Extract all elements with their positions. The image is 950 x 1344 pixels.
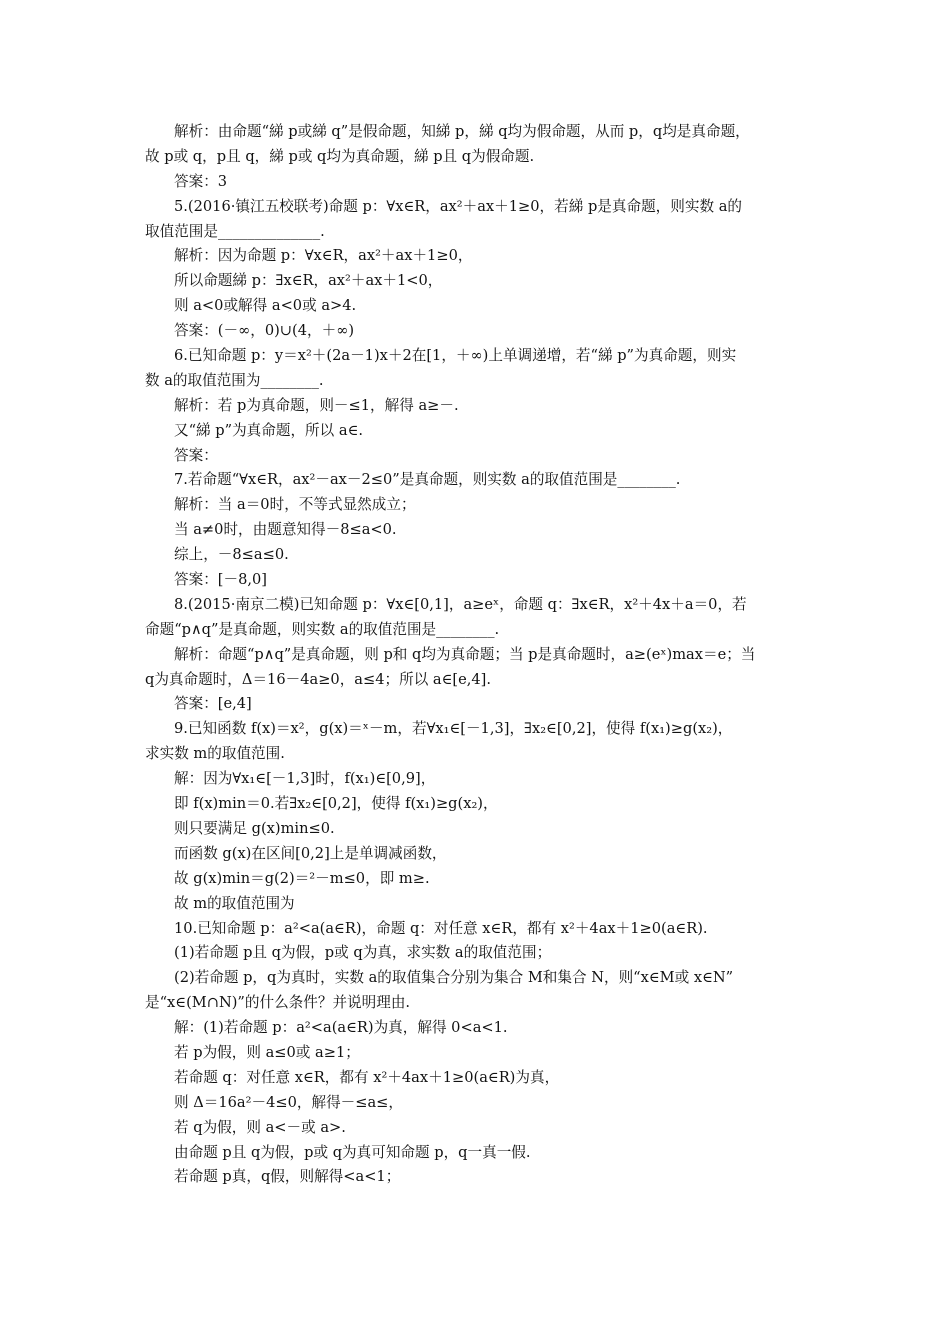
document-body [145, 120, 813, 1190]
text-line: 则 a<0或解得 a<0或 a>4. [174, 297, 357, 315]
text-line: 解：(1)若命题 p：a²<a(a∈R)为真，解得 0<a<1. [174, 1019, 508, 1037]
text-line: 10.已知命题 p：a²<a(a∈R)，命题 q：对任意 x∈R，都有 x²＋4ax＋1≥0(a∈R). [174, 919, 708, 937]
text-line: 故 g(x)min＝g(2)＝²－m≤0，即 m≥. [174, 869, 430, 887]
text-line: 综上，－8≤a≤0. [174, 546, 289, 564]
text-line: 答案：(－∞，0)∪(4，＋∞) [174, 322, 355, 340]
text-line: 所以命题綈 p：∃x∈R，ax²＋ax＋1<0， [174, 272, 443, 290]
text-line: 命题“p∧q”是真命题，则实数 a的取值范围是________. [145, 620, 500, 638]
text-line: 当 a≠0时，由题意知得－8≤a<0. [174, 521, 397, 539]
text-line: 求实数 m的取值范围. [145, 745, 285, 763]
text-line: 9.已知函数 f(x)＝x²，g(x)＝ˣ－m，若∀x₁∈[－1,3]，∃x₂∈[0,2]，使得 f(x₁)≥g(x₂)， [174, 720, 733, 738]
text-line: 5.(2016·镇江五校联考)命题 p：∀x∈R，ax²＋ax＋1≥0，若綈 p是真命题，则实数 a的 [174, 197, 742, 215]
text-line: 解：因为∀x₁∈[－1,3]时，f(x₁)∈[0,9]， [174, 770, 436, 788]
text-line: 解析：若 p为真命题，则－≤1，解得 a≥－. [174, 396, 459, 414]
text-line: 答案： [174, 446, 218, 464]
text-line: q为真命题时，Δ＝16－4a≥0，a≤4；所以 a∈[e,4]. [145, 670, 492, 688]
text-line: 答案：[e,4] [174, 695, 252, 713]
text-line: 解析：因为命题 p：∀x∈R，ax²＋ax＋1≥0， [174, 247, 473, 265]
text-line: 答案：3 [174, 172, 228, 190]
text-line: 即 f(x)min＝0.若∃x₂∈[0,2]，使得 f(x₁)≥g(x₂)， [174, 795, 498, 813]
text-line: 答案：[－8,0] [174, 571, 267, 589]
text-line: 故 p或 q，p且 q，綈 p或 q均为真命题，綈 p且 q为假命题. [145, 147, 535, 165]
text-line: 若命题 p真，q假，则解得<a<1； [174, 1168, 401, 1186]
text-line: 8.(2015·南京二模)已知命题 p：∀x∈[0,1]，a≥eˣ，命题 q：∃x∈R，x²＋4x＋a＝0，若 [174, 595, 747, 613]
text-line: 而函数 g(x)在区间[0,2]上是单调减函数， [174, 844, 447, 862]
text-line: 解析：由命题“綈 p或綈 q”是假命题，知綈 p，綈 q均为假命题，从而 p，q均是真命题， [174, 123, 750, 140]
text-line: (1)若命题 p且 q为假，p或 q为真，求实数 a的取值范围； [174, 944, 552, 962]
text-line: 数 a的取值范围为________. [145, 371, 324, 389]
text-line: 由命题 p且 q为假，p或 q为真可知命题 p，q一真一假. [174, 1143, 531, 1161]
text-line: 又“綈 p”为真命题，所以 a∈. [174, 421, 364, 439]
text-line: 7.若命题“∀x∈R，ax²－ax－2≤0”是真命题，则实数 a的取值范围是________. [174, 471, 681, 489]
text-line: 解析：当 a＝0时，不等式显然成立； [174, 496, 416, 514]
text-line: 是“x∈(M∩N)”的什么条件？并说明理由. [145, 994, 411, 1012]
text-line: 若 p为假，则 a≤0或 a≥1； [174, 1043, 360, 1061]
text-line: 则只要满足 g(x)min≤0. [174, 819, 335, 837]
text-line: 则 Δ＝16a²－4≤0，解得－≤a≤， [174, 1093, 404, 1111]
text-line: 若 q为假，则 a<－或 a>. [174, 1118, 346, 1136]
text-line: 故 m的取值范围为 [174, 894, 295, 912]
text-line: 若命题 q：对任意 x∈R，都有 x²＋4ax＋1≥0(a∈R)为真， [174, 1068, 560, 1086]
text-line: (2)若命题 p，q为真时，实数 a的取值集合分别为集合 M和集合 N，则“x∈M或 x∈N” [174, 969, 734, 987]
text-line: 取值范围是______________. [145, 222, 325, 240]
text-line: 6.已知命题 p：y＝x²＋(2a－1)x＋2在[1，＋∞)上单调递增，若“綈 p”为真命题，则实 [174, 347, 737, 365]
text-line: 解析：命题“p∧q”是真命题，则 p和 q均为真命题；当 p是真命题时，a≥(eˣ)max＝e；当 [174, 645, 756, 663]
